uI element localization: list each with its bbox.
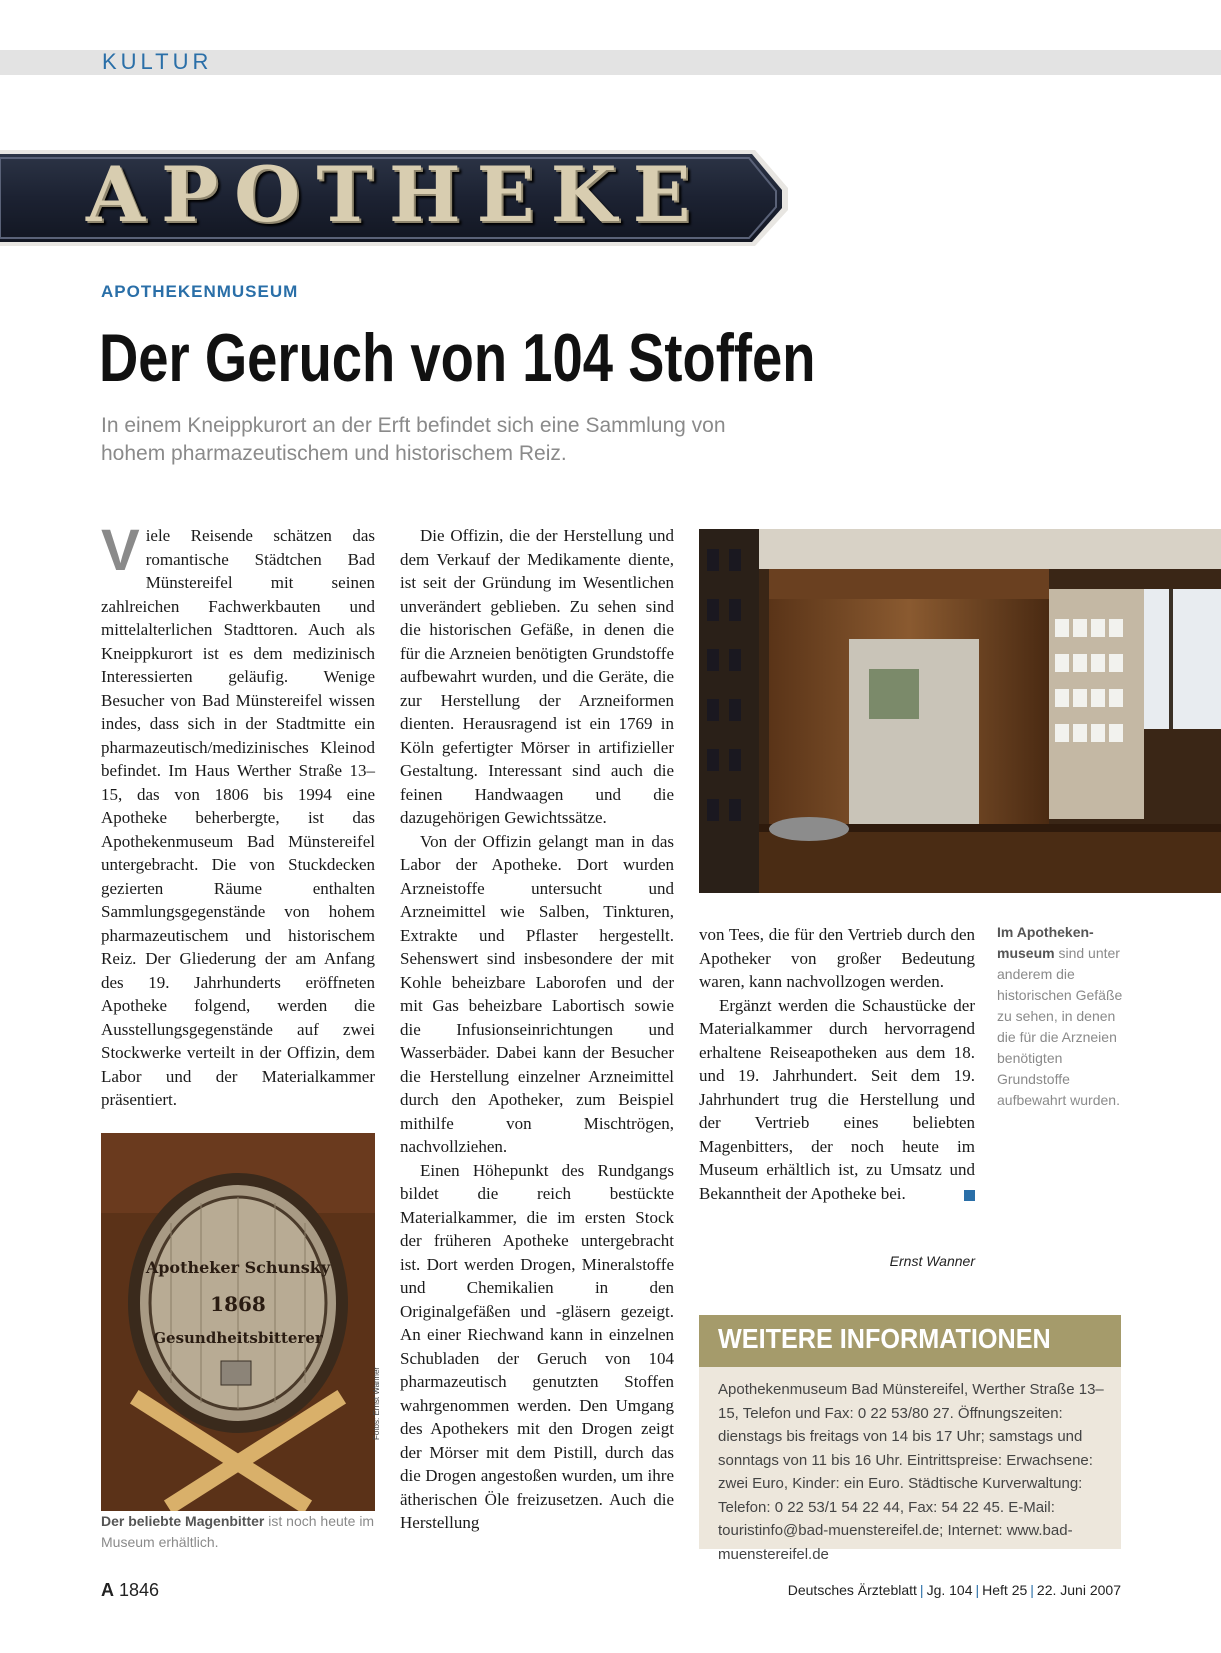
caption-lead: Der beliebte Magenbitter [101,1513,265,1529]
pharmacy-interior-photo [699,529,1221,893]
paragraph: Von der Offizin gelangt man in das Labor der Apotheke. Dort wurden Arzneistoffe untersucht und Arzneimittel wie Salben, Tinkturen, Extrakte und Pflaster hergestellt. Sehenswert sind insbesondere der mit Kohle beheizbare Laborofen und der mit Gas beheizbare Labortisch sowie die Infusionseinrichtungen und Wasserbäder. Dabei kann der Besucher die Herstellung einzelner Arzneimittel durch den Apotheker, zum Beispiel mithilfe von Mischtrögen, nachvollziehen. [400,831,674,1156]
caption-text: sind unter anderem die historischen Gefäße zu sehen, in denen die für die Arzneien benötigten Grundstoffe aufbewahrt wurden. [997,945,1123,1108]
drop-cap: V [101,518,140,583]
info-box-body: Apothekenmuseum Bad Münstereifel, Werther Straße 13–15, Telefon und Fax: 0 22 53/80 27. Öffnungszeiten: dienstags bis freitags von 14 bis 17 Uhr; samstags und sonntags von 11 bis 16 Uhr. Eintrittspreise: Erwachsene: zwei Euro, Kinder: ein Euro. Städtische Kurverwaltung: Telefon: 0 22 53/1 54 22 44, Fax: 54 22 45. E-Mail: touristinfo@bad-muenstereifel.de; Internet: www.bad-muenstereifel.de [718,1381,1104,1563]
barrel-photo [101,1133,375,1511]
paragraph: von Tees, die für den Vertrieb durch den Apotheker von großer Bedeutung waren, kann nachvollzogen werden. [699,925,975,991]
article-title: Der Geruch von 104 Stoffen [99,320,816,396]
journal-issue: Heft 25 [982,1582,1028,1598]
article-author: Ernst Wanner [889,1253,975,1269]
page-number-value: 1846 [119,1580,160,1600]
page-number [101,1580,159,1601]
barrel-text-bottom: Gesundheitsbitterer [153,1329,323,1347]
article-kicker: APOTHEKENMUSEUM [101,282,299,301]
photo-credit: Fotos: Ernst Wanner [372,1366,381,1440]
article-column-3 [699,923,975,1205]
article-column-1 [101,518,375,1112]
info-box-title: WEITERE INFORMATIONEN [718,1323,1051,1354]
pharmacy-photo-caption [997,922,1127,1111]
caption-text: ist noch heute im Museum erhältlich. [101,1513,375,1550]
paragraph: Einen Höhepunkt des Rundgangs bildet die reich bestückte Materialkammer, die im ersten Stock der früheren Apotheke untergebracht ist. Dort werden Drogen, Mineralstoffe und Chemikalien in den Originalgefäßen und -gläsern gezeigt. An einer Riechwand kann in einzelnen Schubladen der Geruch von 104 pharmazeutisch genutzten Stoffen wahrgenommen werden. Den Umgang des Apothekers mit den Drogen zeigt der Mörser mit dem Pistill, durch das die Drogen angestoßen wurden, um ihre ätherischen Öle freizusetzen. Auch die Herstellung [400,1160,674,1532]
journal-date: 22. Juni 2007 [1036,1582,1121,1598]
article-end-mark [964,1190,975,1201]
paragraph [101,518,375,1112]
section-label: KULTUR [102,49,213,74]
caption-lead: Im Apothekenmuseum [997,924,1094,961]
barrel-text-top: Apotheker Schunsky [145,1258,331,1277]
article-subtitle: In einem Kneippkurort an der Erft befindet sich eine Sammlung von hohem pharmazeutischem und historischem Reiz. [101,414,726,465]
journal-volume: Jg. 104 [926,1582,973,1598]
paragraph-text: Ergänzt werden die Schaustücke der Materialkammer durch hervorragend erhaltene Reiseapotheken aus dem 18. und 19. Jahrhundert. Seit dem 19. Jahrhundert trug die Herstellung und der Vertrieb eines beliebten Magenbitters, der noch heute im Museum erhältlich ist, zu Umsatz und Bekanntheit der Apotheke bei. [699,995,975,1203]
article-column-2 [400,524,674,1535]
paragraph-text: iele Reisende schätzen das romantische Städtchen Bad Münstereifel mit seinen zahlreichen Fachwerkbauten und mittelalterlichen Stadttoren. Auch als Kneippkurort ist es dem medizinisch Interessierten geläufig. Wenige Besucher von Bad Münstereifel wissen indes, dass sich in der Stadtmitte ein pharmazeutisch/medizinisches Kleinod befindet. Im Haus Werther Straße 13–15, das von 1806 bis 1994 eine Apotheke beherbergte, ist das Apothekenmuseum Bad Münstereifel untergebracht. Die von Stuckdecken gezierten Räume enthalten Sammlungsgegenstände von hohem pharmazeutischem und historischem Reiz. Der Gliederung der am Anfang des 19. Jahrhunderts eröffneten Apotheke folgend, werden die Ausstellungsgegenstände auf zwei Stockwerke verteilt in der Offizin, dem Labor und der Materialkammer präsentiert. [101,526,375,1109]
footer-citation: Deutsches Ärzteblatt | Jg. 104 | Heft 25 | 22. Juni 2007 [787,1582,1121,1598]
paragraph: Die Offizin, die der Herstellung und dem Verkauf der Medikamente diente, ist seit der Gründung im Wesentlichen unverändert geblieben. Zu sehen sind die historischen Gefäße, in denen die für die Arzneien benötigten Grundstoffe aufbewahrt wurden, und die Geräte, die zur Herstellung der Arzneiformen dienten. Herausragend ist ein 1769 in Köln gefertigter Mörser in artifizieller Gestaltung. Interessant sind auch die feinen Handwaagen und die dazugehörigen Gewichtssätze. [400,526,674,827]
journal-name: Deutsches Ärzteblatt [787,1582,917,1598]
barrel-photo-caption [101,1511,381,1553]
page-prefix: A [101,1580,114,1600]
sign-lettering: APOTHEKE [86,150,707,239]
barrel-year: 1868 [210,1292,266,1316]
paragraph [699,994,975,1206]
